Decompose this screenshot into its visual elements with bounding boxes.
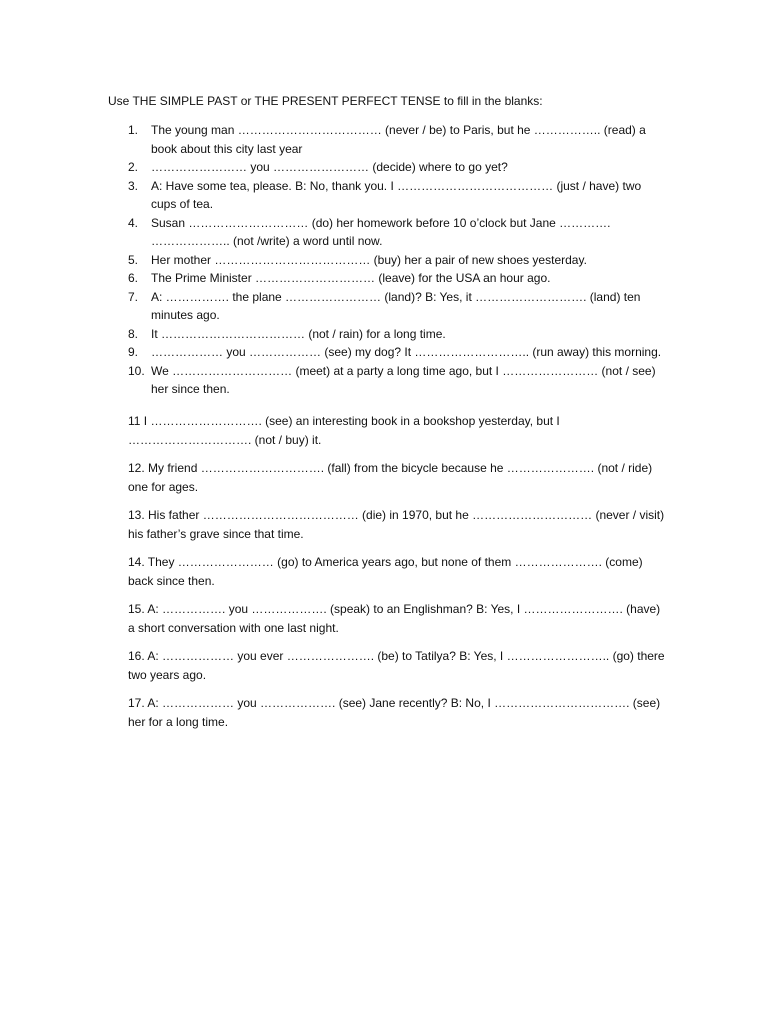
- exercise-item: 16. A: ……………… you ever …………………. (be) to Tatilya? B: Yes, I …………………….. (go) there two years ago.: [128, 649, 665, 682]
- exercise-item: 15. A: ……………. you ………………. (speak) to an Englishman? B: Yes, I ……………………. (have) a short conversation with one last night.: [128, 602, 661, 635]
- item-number: 8.: [128, 326, 139, 341]
- item-number: 7.: [128, 289, 139, 304]
- item-text: We ………………………… (meet) at a party a long time ago, but I …………………… (not / see) her since then.: [151, 363, 656, 396]
- item-text: The young man ……………………………… (never / be) to Paris, but he …………….. (read) a book about this city last year: [151, 123, 646, 156]
- exercise-item: [128, 121, 668, 158]
- exercise-item: [128, 362, 668, 399]
- item-text: The Prime Minister ………………………… (leave) for the USA an hour ago.: [151, 271, 551, 285]
- exercise-item: 13. His father ………………………………… (die) in 1970, but he ………………………… (never / visit) his father’s grave since that time.: [128, 508, 665, 541]
- exercise-item: 17. A: ……………… you ………………. (see) Jane recently? B: No, I ……………………………. (see) her for a long time.: [128, 696, 661, 729]
- item-text: It ……………………………… (not / rain) for a long time.: [151, 326, 446, 341]
- item-number: 5.: [128, 252, 139, 267]
- instruction-heading: Use THE SIMPLE PAST or THE PRESENT PERFECT TENSE to fill in the blanks:: [108, 94, 543, 108]
- exercise-item: 11 I ………………………. (see) an interesting book in a bookshop yesterday, but I …………………………. (not / buy) it.: [128, 414, 560, 447]
- item-text: A: ……………. the plane …………………… (land)? B: Yes, it ………………………. (land) ten minutes ago.: [151, 289, 641, 322]
- exercise-item: [128, 343, 668, 362]
- exercise-item: [128, 177, 668, 214]
- item-text: ……………… you ……………… (see) my dog? It ……………………….. (run away) this morning.: [151, 345, 662, 359]
- item-number: 9.: [128, 345, 139, 359]
- item-number: 4.: [128, 215, 139, 230]
- item-number: 10.: [128, 363, 145, 378]
- item-number: 2.: [128, 160, 139, 174]
- loose-exercise-list: [128, 412, 668, 741]
- item-number: 3.: [128, 178, 139, 193]
- exercise-item: [128, 158, 668, 177]
- item-text: A: Have some tea, please. B: No, thank you. I ………………………………… (just / have) two cups of tea.: [151, 178, 642, 211]
- item-text: Susan ………………………… (do) her homework before 10 o’clock but Jane …………. ……………….. (not /write) a word until now.: [151, 215, 611, 248]
- exercise-item: 12. My friend …………………………. (fall) from the bicycle because he …………………. (not / ride) one for ages.: [128, 461, 653, 494]
- numbered-exercise-list: [128, 121, 668, 399]
- exercise-item: 14. They …………………… (go) to America years ago, but none of them …………………. (come) back since then.: [128, 555, 643, 588]
- item-number: 6.: [128, 271, 139, 285]
- item-number: 1.: [128, 123, 139, 137]
- exercise-item: [128, 214, 668, 251]
- item-text: Her mother ………………………………… (buy) her a pair of new shoes yesterday.: [151, 252, 587, 267]
- item-text: …………………… you …………………… (decide) where to go yet?: [151, 160, 508, 174]
- exercise-item: [128, 251, 668, 270]
- exercise-item: [128, 288, 668, 325]
- exercise-item: [128, 269, 668, 288]
- exercise-item: [128, 325, 668, 344]
